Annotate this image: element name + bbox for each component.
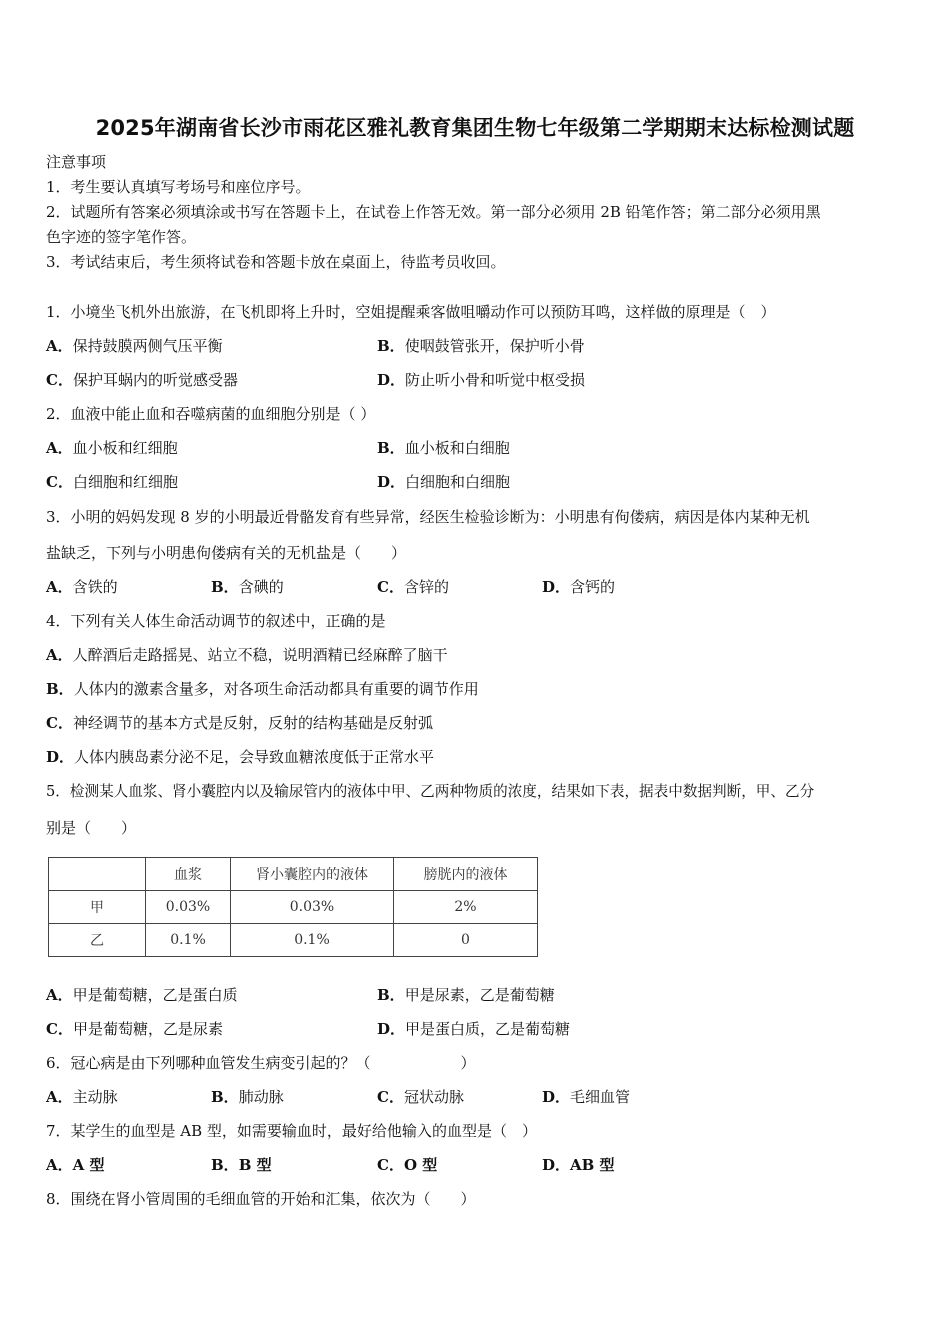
option-letter: D． [542,1156,571,1174]
q3-option-d [542,577,615,597]
option-text: 人醉酒后走路摇晃、站立不稳，说明酒精已经麻醉了脑干 [72,646,448,664]
q1-option-a [46,336,223,356]
option-text: 使咽鼓管张开，保护听小骨 [404,337,585,355]
option-letter: B． [211,578,239,596]
option-letter: D． [377,473,406,491]
table-cell: 0 [394,924,538,957]
option-text: 含钙的 [570,578,616,596]
q2-stem: 2．血液中能止血和吞噬病菌的血细胞分别是（ ） [46,405,376,423]
option-text: 含铁的 [72,578,118,596]
option-text: A 型 [72,1156,105,1174]
option-text: 含碘的 [238,578,284,596]
q6-option-b [211,1087,284,1107]
option-letter: A． [46,986,73,1004]
table-cell: 0.03% [231,891,394,924]
option-text: 人体内的激素含量多，对各项生命活动都具有重要的调节作用 [73,680,479,698]
q6-option-d [542,1087,630,1107]
page-title: 2025年湖南省长沙市雨花区雅礼教育集团生物七年级第二学期期末达标检测试题 [95,116,855,140]
option-text: 保持鼓膜两侧气压平衡 [72,337,223,355]
q3-stem-line2: 盐缺乏，下列与小明患佝偻病有关的无机盐是（ ） [46,544,407,562]
option-letter: A． [46,646,73,664]
q7-option-a [46,1155,105,1175]
option-letter: C． [46,473,73,491]
q2-option-a [46,438,178,458]
table-cell: 0.1% [146,924,231,957]
q7-stem: 7．某学生的血型是 AB 型，如需要输血时，最好给他输入的血型是（ ） [46,1122,537,1140]
notice-item-1: 1．考生要认真填写考场号和座位序号。 [46,178,311,196]
option-letter: A． [46,439,73,457]
option-text: 防止听小骨和听觉中枢受损 [405,371,586,389]
table-header-cell: 膀胱内的液体 [394,858,538,891]
option-text: 甲是尿素，乙是葡萄糖 [404,986,555,1004]
q4-option-d [46,747,434,767]
option-letter: B． [211,1156,239,1174]
table-header-cell [49,858,146,891]
table-header-cell: 肾小囊腔内的液体 [231,858,394,891]
option-text: 肺动脉 [238,1088,284,1106]
q3-option-c [377,577,449,597]
notice-item-2-cont: 色字迹的签字笔作答。 [46,228,197,246]
option-text: 血小板和白细胞 [404,439,510,457]
q1-option-d [377,370,585,390]
option-letter: C． [377,578,404,596]
option-letter: A． [46,1156,73,1174]
q7-option-b [211,1155,272,1175]
q7-option-d [542,1155,615,1175]
table-cell: 0.03% [146,891,231,924]
table-row [49,924,538,957]
option-letter: C． [377,1088,404,1106]
option-letter: A． [46,337,73,355]
option-text: 甲是蛋白质，乙是葡萄糖 [405,1020,571,1038]
option-text: 甲是葡萄糖，乙是蛋白质 [72,986,238,1004]
option-letter: B． [211,1088,239,1106]
option-text: 主动脉 [72,1088,118,1106]
q3-option-b [211,577,284,597]
option-letter: A． [46,1088,73,1106]
table-cell: 甲 [49,891,146,924]
option-letter: D． [46,748,75,766]
q4-option-b [46,679,479,699]
option-letter: C． [46,371,73,389]
option-letter: B． [377,986,405,1004]
q2-option-c [46,472,178,492]
q4-option-a [46,645,448,665]
q5-option-a [46,985,238,1005]
q5-stem-line2: 别是（ ） [46,819,137,837]
option-letter: D． [377,371,406,389]
q4-option-c [46,713,433,733]
q6-option-a [46,1087,118,1107]
option-text: 保护耳蜗内的听觉感受器 [72,371,238,389]
q4-stem: 4．下列有关人体生命活动调节的叙述中，正确的是 [46,612,386,630]
option-letter: D． [542,1088,571,1106]
q6-option-c [377,1087,464,1107]
q5-option-d [377,1019,570,1039]
q1-option-b [377,336,585,356]
q1-stem: 1．小境坐飞机外出旅游，在飞机即将上升时，空姐提醒乘客做咀嚼动作可以预防耳鸣，这样做的原理是（ ） [46,303,776,321]
q5-stem-line1: 5．检测某人血浆、肾小囊腔内以及输尿管内的液体中甲、乙两种物质的浓度，结果如下表，据表中数据判断，甲、乙分 [46,783,815,800]
table-row [49,891,538,924]
option-letter: C． [46,714,73,732]
q6-stem: 6．冠心病是由下列哪种血管发生病变引起的？（ ） [46,1054,476,1072]
table-header-cell: 血浆 [146,858,231,891]
option-letter: A． [46,578,73,596]
option-letter: B． [377,439,405,457]
option-letter: C． [46,1020,73,1038]
q3-option-a [46,577,118,597]
option-text: B 型 [238,1156,272,1174]
option-text: 毛细血管 [570,1088,631,1106]
table-cell: 乙 [49,924,146,957]
q5-option-b [377,985,555,1005]
notice-heading: 注意事项 [46,153,107,171]
data-table [48,857,538,957]
table-cell: 2% [394,891,538,924]
notice-item-2: 2．试题所有答案必须填涂或书写在答题卡上，在试卷上作答无效。第一部分必须用 2B 铅笔作答；第二部分必须用黑 [46,203,821,221]
notice-item-3: 3．考试结束后，考生须将试卷和答题卡放在桌面上，待监考员收回。 [46,253,506,271]
option-text: 冠状动脉 [403,1088,464,1106]
option-text: 人体内胰岛素分泌不足，会导致血糖浓度低于正常水平 [74,748,435,766]
option-text: 甲是葡萄糖，乙是尿素 [72,1020,223,1038]
q8-stem: 8．围绕在肾小管周围的毛细血管的开始和汇集，依次为（ ） [46,1190,476,1208]
q2-option-b [377,438,510,458]
option-text: 含锌的 [403,578,449,596]
option-text: 神经调节的基本方式是反射，反射的结构基础是反射弧 [72,714,433,732]
option-letter: D． [542,578,571,596]
option-letter: B． [377,337,405,355]
option-text: AB 型 [570,1156,615,1174]
option-text: 白细胞和红细胞 [72,473,178,491]
q3-stem-line1: 3．小明的妈妈发现 8 岁的小明最近骨骼发育有些异常，经医生检验诊断为：小明患有佝偻病，病因是体内某种无机 [46,508,810,526]
table-cell: 0.1% [231,924,394,957]
q1-option-c [46,370,238,390]
option-letter: C． [377,1156,404,1174]
q7-option-c [377,1155,437,1175]
option-text: 白细胞和白细胞 [405,473,511,491]
option-text: O 型 [403,1156,438,1174]
option-letter: B． [46,680,74,698]
q2-option-d [377,472,510,492]
q5-option-c [46,1019,223,1039]
option-letter: D． [377,1020,406,1038]
table-header-row [49,858,538,891]
option-text: 血小板和红细胞 [72,439,178,457]
